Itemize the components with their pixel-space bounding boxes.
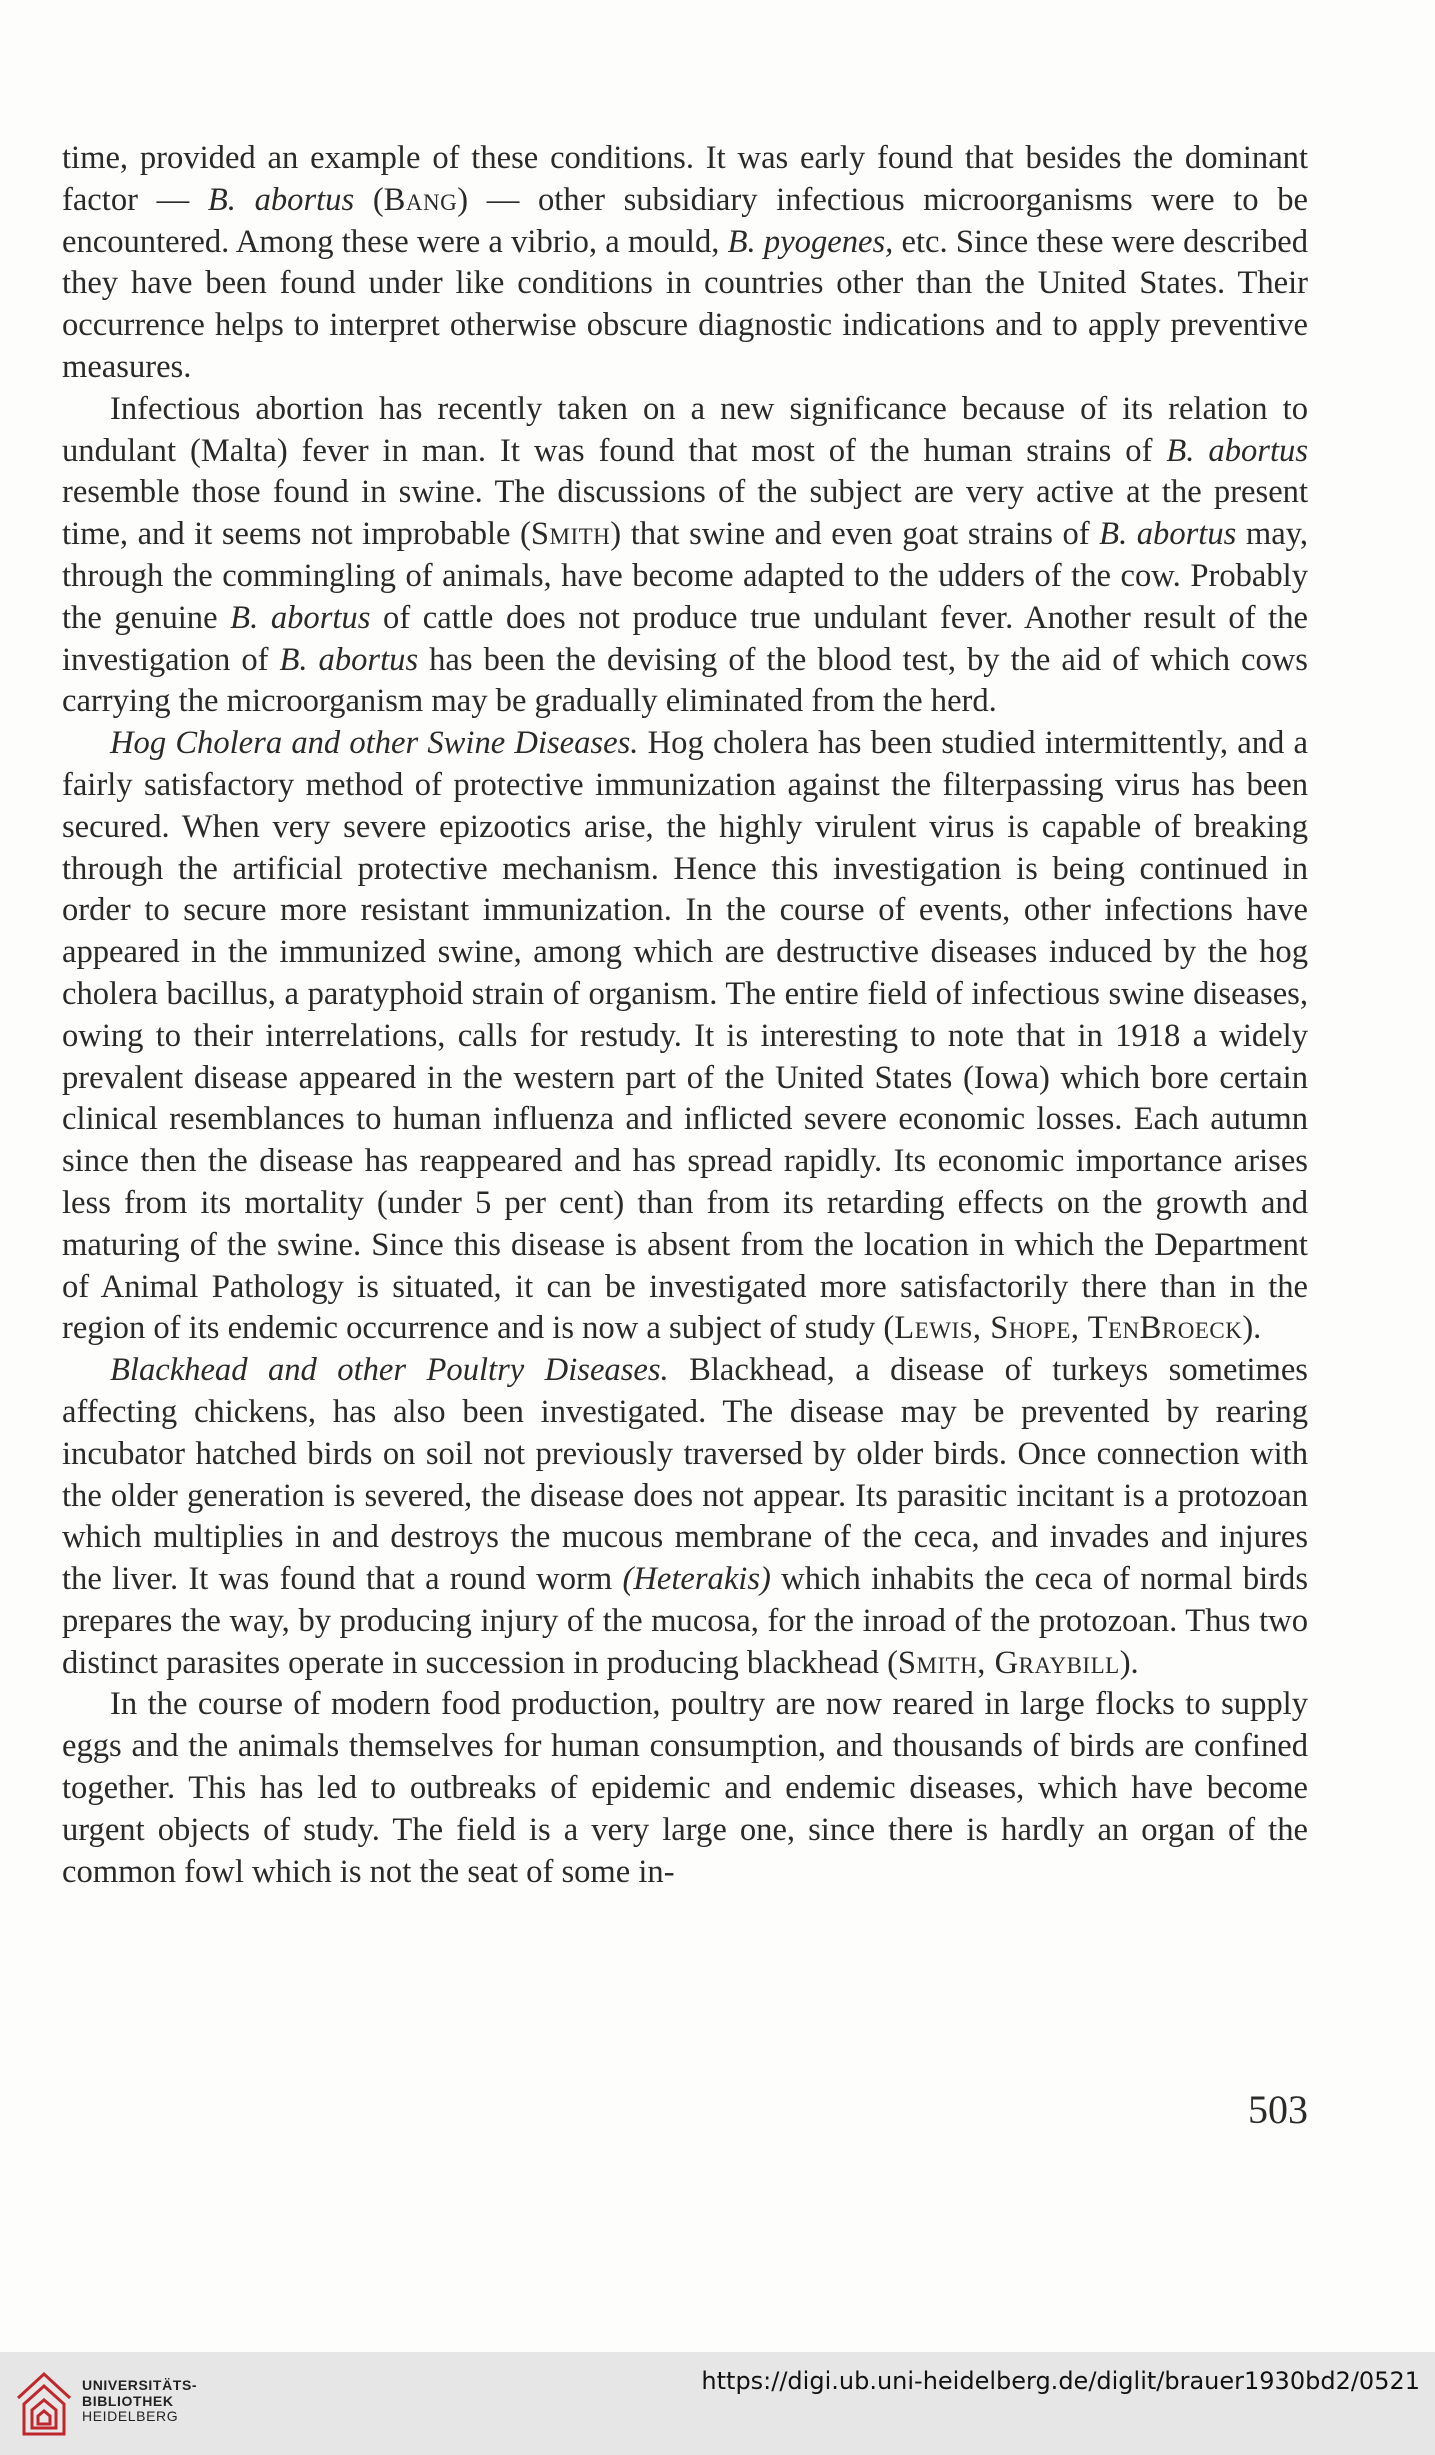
text-run: may, through the commingling of animals, have become adapted to the udders of the cow. Probably the genuine [62, 516, 1308, 636]
page-number: 503 [1248, 2087, 1308, 2132]
text-run: Blackhead, a disease of turkeys sometimes affecting chickens, has also been investigated. The disease may be prevented by rearing incubator hatched birds on soil not previously traversed by older birds. Once connection with the older generation is severed, the disease does not appear. Its parasitic incitant is a protozoan which multiplies in and destroys the mucous membrane of the ceca, and invades and injures the liver. It was found that a round worm [62, 1352, 1308, 1598]
text-run: has been the devising of the blood test, by the aid of which cows carrying the microorganism may be gradually eliminated from the herd. [62, 641, 1308, 720]
paragraph [62, 1350, 1308, 1684]
italic-text: Blackhead and other Poultry Diseases. [110, 1352, 669, 1389]
italic-text: B. abortus [1166, 432, 1308, 469]
text-run: ) that swine and even goat strains of [610, 516, 1100, 553]
italic-text: Hog Cholera and other Swine Diseases. [110, 725, 639, 762]
library-name [82, 2378, 197, 2425]
small-caps-name: Lewis, Shope, TenBroeck [894, 1310, 1243, 1347]
italic-text: B. pyogenes, [727, 223, 894, 260]
paragraph [62, 723, 1308, 1350]
library-line-1: UNIVERSITÄTS- [82, 2377, 198, 2393]
text-run: which inhabits the ceca of normal birds prepares the way, by producing injury of the mucosa, for the inroad of the protozoan. Thus two distinct parasites operate in succession in producing blackhead ( [62, 1561, 1308, 1681]
small-caps-name: Smith [530, 516, 611, 553]
text-run: Hog cholera has been studied intermittently, and a fairly satisfactory method of protective immunization against the filterpassing virus has been secured. When very severe epizootics arise, the highly virulent virus is capable of breaking through the artificial protective mechanism. Hence this investigation is being continued in order to secure more resistant immunization. In the course of events, other infections have appeared in the immunized swine, among which are destructive diseases induced by the hog cholera bacillus, a paratyphoid strain of organism. The entire field of infectious swine diseases, owing to their interrelations, calls for restudy. It is interesting to note that in 1918 a widely prevalent disease appeared in the western part of the United States (Iowa) which bore certain clinical resemblances to human influenza and inflicted severe economic losses. Each autumn since then the disease has reappeared and has spread rapidly. Its economic importance arises less from its mortality (under 5 per cent) than from its retarding effects on the growth and maturing of the swine. Since this disease is absent from the location in which the Department of Animal Pathology is situated, it can be investigated more satisfactorily there than in the region of its endemic occurrence and is now a subject of study ( [62, 725, 1308, 1347]
text-run: resemble those found in swine. The discussions of the subject are very active at the present time, and it seems not improbable ( [62, 474, 1308, 553]
library-line-2: BIBLIOTHEK [82, 2392, 174, 2409]
italic-text: B. abortus [207, 181, 355, 218]
paragraph [62, 1684, 1308, 1893]
text-run: ). [1119, 1644, 1139, 1681]
italic-text: (Heterakis) [622, 1561, 771, 1598]
italic-text: B. abortus [1099, 516, 1237, 553]
italic-text: B. abortus [230, 599, 371, 636]
text-run: of cattle does not produce true undulant fever. Another result of the investigation of [62, 599, 1308, 678]
library-line-3: HEIDELBERG [82, 2408, 179, 2424]
text-run: time, provided an example of these conditions. It was early found that besides the dominant factor — [62, 140, 1308, 218]
text-run: In the course of modern food production, poultry are now reared in large flocks to supply eggs and the animals themselves for human consumption, and thousands of birds are confined together. This has led to outbreaks of epidemic and endemic diseases, which have become urgent objects of study. The field is a very large one, since there is hardly an organ of the common fowl which is not the seat of some in- [62, 1686, 1308, 1890]
text-run: etc. Since these were described they have been found under like conditions in countries other than the United States. Their occurrence helps to interpret otherwise obscure diagnostic indications and to apply preventive measures. [62, 223, 1308, 385]
text-run: ( [354, 181, 384, 218]
text-run: ). [1242, 1310, 1262, 1347]
body-text [62, 138, 1308, 1893]
small-caps-name: Smith, Graybill [897, 1644, 1120, 1681]
paragraph [62, 138, 1308, 389]
text-run: ) — other subsidiary infectious microorganisms were to be encountered. Among these were a vibrio, a mould, [62, 181, 1309, 260]
text-run: Infectious abortion has recently taken on a new significance because of its relation to undulant (Malta) fever in man. It was found that most of the human strains of [62, 390, 1308, 469]
library-book-logo-icon [14, 2368, 74, 2440]
paragraph [62, 389, 1308, 723]
italic-text: B. abortus [279, 641, 419, 678]
source-url-link[interactable]: https://digi.ub.uni-heidelberg.de/diglit/brauer1930bd2/0521 [701, 2367, 1420, 2395]
small-caps-name: Bang [383, 181, 458, 218]
